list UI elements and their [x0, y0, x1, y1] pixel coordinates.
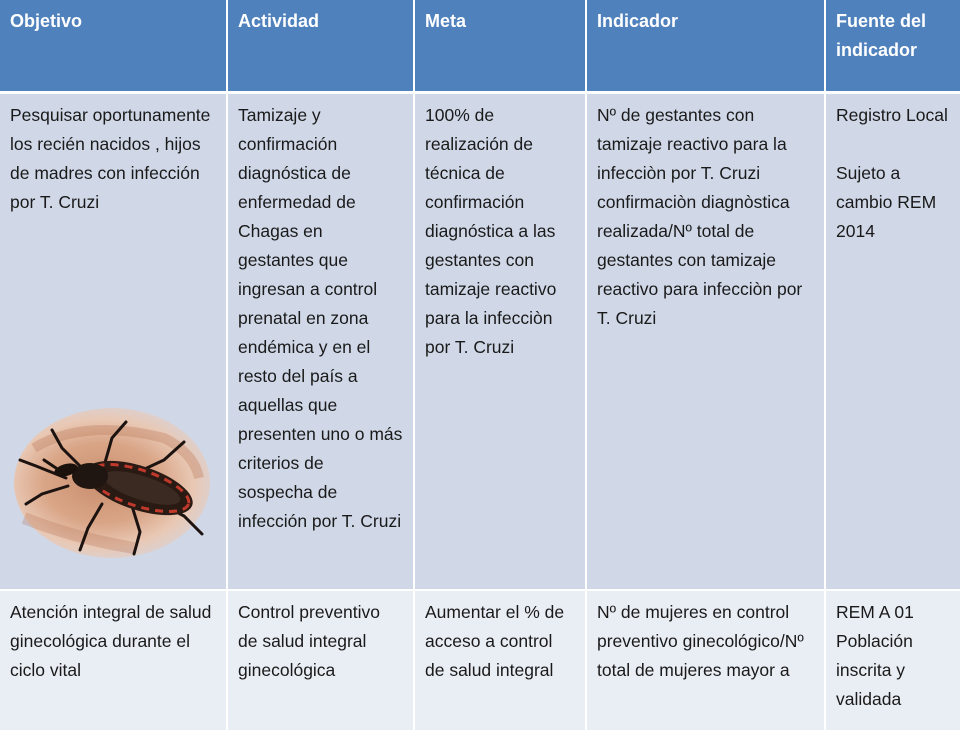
cell-objetivo: Atención integral de salud ginecológica durante el ciclo vital: [0, 590, 227, 730]
cell-fuente: REM A 01 Población inscrita y validada: [825, 590, 960, 730]
cell-meta: Aumentar el % de acceso a control de salud integral: [414, 590, 586, 730]
cell-objetivo: Pesquisar oportunamente los recién nacidos , hijos de madres con infección por T. Cruzi: [0, 92, 227, 590]
header-objetivo: Objetivo: [0, 0, 227, 92]
cell-actividad: Tamizaje y confirmación diagnóstica de enfermedad de Chagas en gestantes que ingresan a control prenatal en zona endémica y en el resto del país a aquellas que presenten uno o más criterios de sospecha de infección por T. Cruzi: [227, 92, 414, 590]
header-row: [0, 0, 960, 92]
header-fuente: Fuente del indicador: [825, 0, 960, 92]
cell-indicador: Nº de mujeres en control preventivo ginecológico/Nº total de mujeres mayor a: [586, 590, 825, 730]
cell-fuente: Registro Local Sujeto a cambio REM 2014: [825, 92, 960, 590]
table-row: [0, 590, 960, 730]
header-meta: Meta: [414, 0, 586, 92]
header-actividad: Actividad: [227, 0, 414, 92]
cell-meta: 100% de realización de técnica de confirmación diagnóstica a las gestantes con tamizaje reactivo para la infecciòn por T. Cruzi: [414, 92, 586, 590]
cell-indicador: Nº de gestantes con tamizaje reactivo para la infecciòn por T. Cruzi confirmaciòn diagnòstica realizada/Nº total de gestantes con tamizaje reactivo para infecciòn por T. Cruzi: [586, 92, 825, 590]
header-indicador: Indicador: [586, 0, 825, 92]
cell-actividad: Control preventivo de salud integral ginecológica: [227, 590, 414, 730]
kissing-bug-photo-icon: [14, 408, 210, 558]
